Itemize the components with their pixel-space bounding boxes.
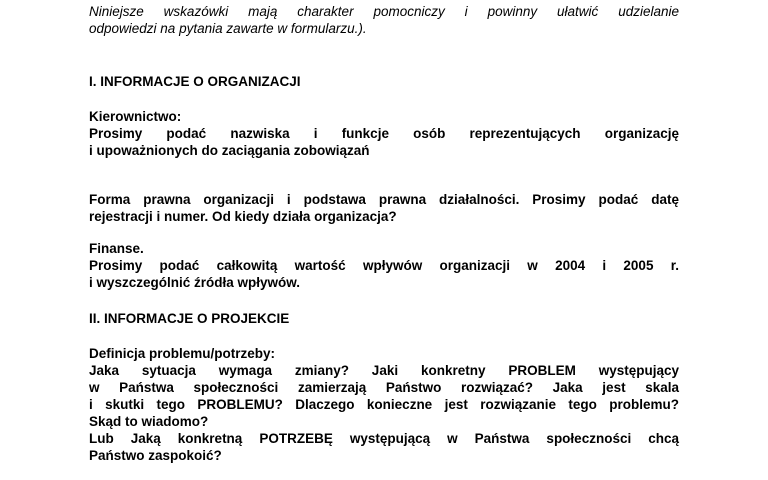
- problem-paragraph: [89, 345, 679, 464]
- finance-line-2: i wyszczególnić źródła wpływów.: [89, 275, 301, 290]
- intro-paragraph: [89, 3, 679, 37]
- finance-paragraph: [89, 240, 679, 291]
- problem-label: Definicja problemu/potrzeby:: [89, 346, 276, 361]
- legal-form-line-1: Forma prawna organizacji i podstawa prawna działalności. Prosimy podać datę: [89, 192, 679, 207]
- problem-line-1: Jaka sytuacja wymaga zmiany? Jaki konkretny PROBLEM występujący: [89, 363, 679, 378]
- legal-form-line-2: rejestracji i numer. Od kiedy działa organizacja?: [89, 209, 397, 224]
- problem-line-4: Skąd to wiadomo?: [89, 414, 209, 429]
- management-line-2: i upoważnionych do zaciągania zobowiązań: [89, 143, 370, 158]
- problem-line-6: Państwo zaspokoić?: [89, 448, 222, 463]
- problem-line-5: Lub Jaką konkretną POTRZEBĘ występującą w Państwa społeczności chcą: [89, 431, 679, 446]
- problem-line-2: w Państwa społeczności zamierzają Państwo rozwiązać? Jaka jest skala: [89, 380, 679, 395]
- legal-form-paragraph: [89, 191, 679, 225]
- section-1-heading: I. INFORMACJE O ORGANIZACJI: [89, 74, 301, 89]
- management-paragraph: [89, 108, 679, 159]
- intro-line-2: odpowiedzi na pytania zawarte w formularzu.).: [89, 21, 367, 36]
- management-label: Kierownictwo:: [89, 109, 182, 124]
- section-2-heading: II. INFORMACJE O PROJEKCIE: [89, 311, 290, 326]
- intro-line-1: Niniejsze wskazówki mają charakter pomocniczy i powinny ułatwić udzielanie: [89, 4, 679, 19]
- finance-line-1: Prosimy podać całkowitą wartość wpływów organizacji w 2004 i 2005 r.: [89, 258, 679, 273]
- problem-line-3: i skutki tego PROBLEMU? Dlaczego konieczne jest rozwiązanie tego problemu?: [89, 397, 679, 412]
- finance-label: Finanse.: [89, 241, 144, 256]
- management-line-1: Prosimy podać nazwiska i funkcje osób reprezentujących organizację: [89, 126, 679, 141]
